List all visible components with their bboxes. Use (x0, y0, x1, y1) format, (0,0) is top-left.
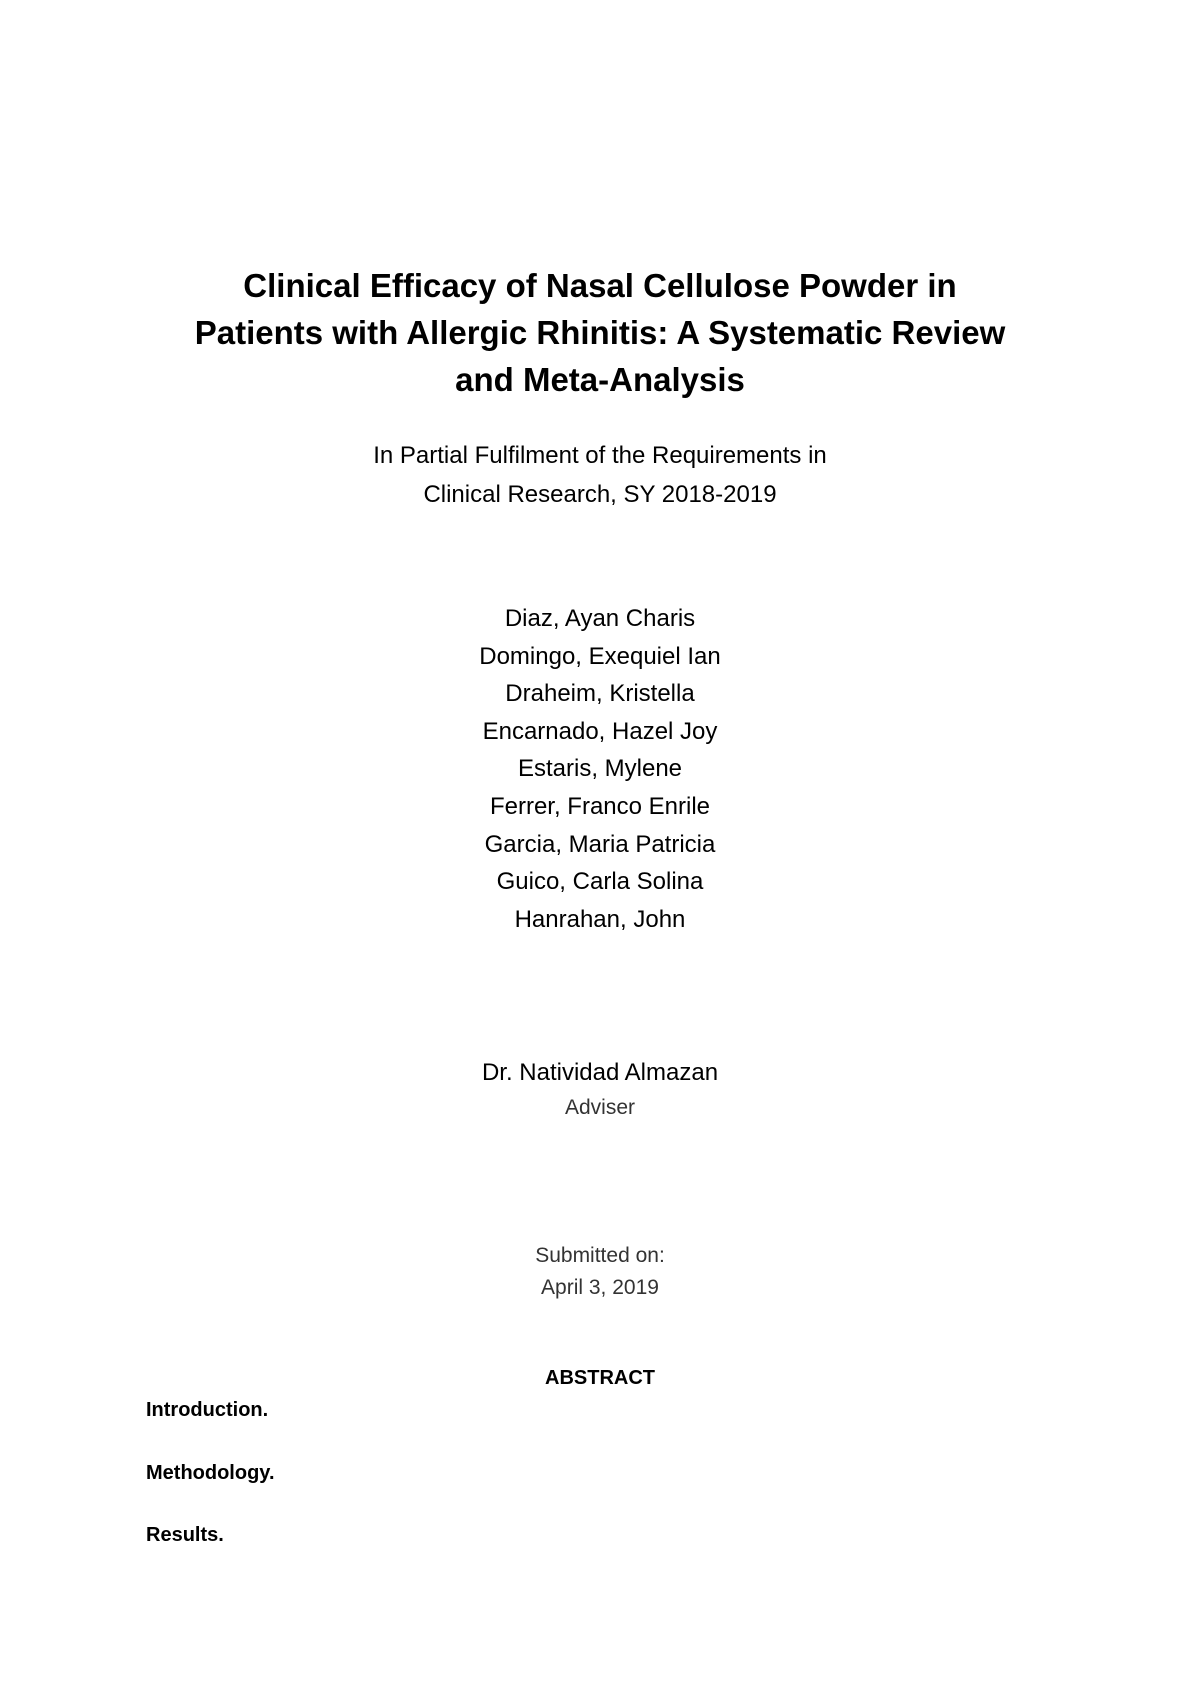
title-line-2: Patients with Allergic Rhinitis: A Systematic Review (194, 314, 1006, 351)
document-title (0, 262, 1200, 403)
adviser-role: Adviser (564, 1096, 636, 1119)
author-name: Encarnado, Hazel Joy (482, 717, 718, 745)
abstract-heading: ABSTRACT (545, 1367, 655, 1389)
submitted-label: Submitted on: (535, 1244, 665, 1267)
author-name: Draheim, Kristella (505, 680, 695, 708)
abstract-section-introduction: Introduction. (146, 1399, 269, 1421)
adviser-name: Dr. Natividad Almazan (481, 1059, 719, 1086)
abstract-section-results: Results. (146, 1524, 224, 1546)
subtitle-line-1: In Partial Fulfilment of the Requirements in (373, 442, 827, 469)
title-line-3: and Meta-Analysis (455, 361, 745, 398)
subtitle-line-2: Clinical Research, SY 2018-2019 (423, 481, 777, 508)
abstract-section-methodology: Methodology. (146, 1462, 275, 1484)
author-name: Domingo, Exequiel Ian (479, 642, 721, 670)
submitted-date: April 3, 2019 (541, 1276, 659, 1299)
author-name: Estaris, Mylene (517, 755, 683, 783)
author-name: Guico, Carla Solina (496, 868, 704, 896)
document-subtitle (0, 436, 1200, 514)
author-name: Diaz, Ayan Charis (504, 605, 696, 632)
author-name: Garcia, Maria Patricia (484, 830, 716, 858)
author-list (0, 600, 1200, 938)
title-line-1: Clinical Efficacy of Nasal Cellulose Powder in (243, 267, 957, 304)
author-name: Ferrer, Franco Enrile (489, 792, 711, 820)
author-name: Hanrahan, John (514, 905, 686, 933)
